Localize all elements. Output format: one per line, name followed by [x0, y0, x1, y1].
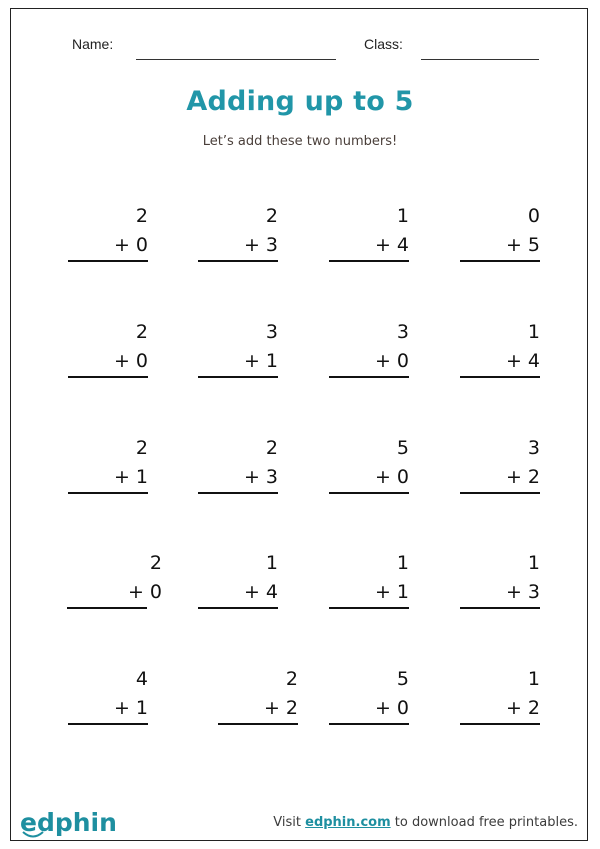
addition-problem	[460, 437, 540, 497]
problem-top-number: 1	[527, 321, 540, 343]
problem-top-number: 3	[396, 321, 409, 343]
problem-addend: + 5	[505, 234, 540, 256]
edphin-logo	[20, 808, 117, 837]
problem-addend: + 2	[505, 697, 540, 719]
addition-problem	[460, 321, 540, 381]
page-subtitle: Let’s add these two numbers!	[202, 134, 398, 149]
problem-top-number: 2	[135, 321, 148, 343]
problem-addend: + 0	[113, 234, 148, 256]
problem-addend: + 0	[374, 350, 409, 372]
answer-line[interactable]	[329, 607, 409, 609]
name-field-line[interactable]	[136, 59, 336, 60]
problem-top-number: 2	[265, 205, 278, 227]
answer-line[interactable]	[329, 723, 409, 725]
logo-swoosh-icon	[22, 830, 44, 840]
problem-top-number: 5	[396, 668, 409, 690]
addition-problem	[198, 437, 278, 497]
answer-line[interactable]	[67, 607, 147, 609]
class-field-line[interactable]	[421, 59, 539, 60]
problem-addend: + 3	[243, 466, 278, 488]
answer-line[interactable]	[218, 723, 298, 725]
problem-top-number: 1	[265, 552, 278, 574]
problem-top-number: 5	[396, 437, 409, 459]
answer-line[interactable]	[198, 260, 278, 262]
addition-problem	[460, 668, 540, 728]
problem-addend: + 0	[374, 697, 409, 719]
answer-line[interactable]	[460, 492, 540, 494]
problem-addend: + 4	[243, 581, 278, 603]
answer-line[interactable]	[198, 492, 278, 494]
addition-problem	[82, 552, 162, 612]
addition-problem	[198, 552, 278, 612]
addition-problem	[68, 437, 148, 497]
problem-top-number: 2	[285, 668, 298, 690]
answer-line[interactable]	[460, 607, 540, 609]
addition-problem	[329, 437, 409, 497]
answer-line[interactable]	[329, 376, 409, 378]
answer-line[interactable]	[68, 376, 148, 378]
answer-line[interactable]	[68, 492, 148, 494]
problem-top-number: 1	[396, 552, 409, 574]
answer-line[interactable]	[460, 376, 540, 378]
addition-problem	[460, 205, 540, 265]
problem-top-number: 1	[396, 205, 409, 227]
addition-problem	[329, 668, 409, 728]
problem-top-number: 1	[527, 668, 540, 690]
problem-addend: + 0	[374, 466, 409, 488]
footer-rest: to download free printables.	[390, 815, 578, 830]
addition-problem	[68, 205, 148, 265]
problem-top-number: 2	[135, 437, 148, 459]
answer-line[interactable]	[68, 723, 148, 725]
problem-top-number: 2	[265, 437, 278, 459]
answer-line[interactable]	[68, 260, 148, 262]
problem-addend: + 0	[127, 581, 162, 603]
problem-addend: + 2	[263, 697, 298, 719]
answer-line[interactable]	[329, 492, 409, 494]
problem-addend: + 4	[505, 350, 540, 372]
problem-addend: + 1	[113, 466, 148, 488]
problem-top-number: 1	[527, 552, 540, 574]
problem-addend: + 0	[113, 350, 148, 372]
footer-note	[273, 815, 578, 830]
problem-top-number: 3	[265, 321, 278, 343]
page-title: Adding up to 5	[186, 86, 414, 117]
problem-addend: + 4	[374, 234, 409, 256]
addition-problem	[460, 552, 540, 612]
problem-addend: + 1	[113, 697, 148, 719]
addition-problem	[198, 205, 278, 265]
problem-top-number: 4	[135, 668, 148, 690]
problem-addend: + 1	[374, 581, 409, 603]
addition-problem	[68, 321, 148, 381]
name-label: Name:	[72, 36, 114, 52]
problem-top-number: 2	[149, 552, 162, 574]
addition-problem	[198, 321, 278, 381]
addition-problem	[68, 668, 148, 728]
problem-top-number: 3	[527, 437, 540, 459]
answer-line[interactable]	[198, 376, 278, 378]
class-label: Class:	[364, 36, 403, 52]
answer-line[interactable]	[329, 260, 409, 262]
problem-top-number: 0	[527, 205, 540, 227]
problem-addend: + 2	[505, 466, 540, 488]
addition-problem	[218, 668, 298, 728]
answer-line[interactable]	[198, 607, 278, 609]
answer-line[interactable]	[460, 723, 540, 725]
problem-addend: + 1	[243, 350, 278, 372]
footer-visit: Visit	[273, 815, 306, 830]
problem-addend: + 3	[243, 234, 278, 256]
footer-link[interactable]: edphin.com	[305, 815, 391, 830]
logo-text: edphin	[20, 808, 117, 837]
answer-line[interactable]	[460, 260, 540, 262]
addition-problem	[329, 552, 409, 612]
problem-top-number: 2	[135, 205, 148, 227]
addition-problem	[329, 205, 409, 265]
problem-addend: + 3	[505, 581, 540, 603]
addition-problem	[329, 321, 409, 381]
